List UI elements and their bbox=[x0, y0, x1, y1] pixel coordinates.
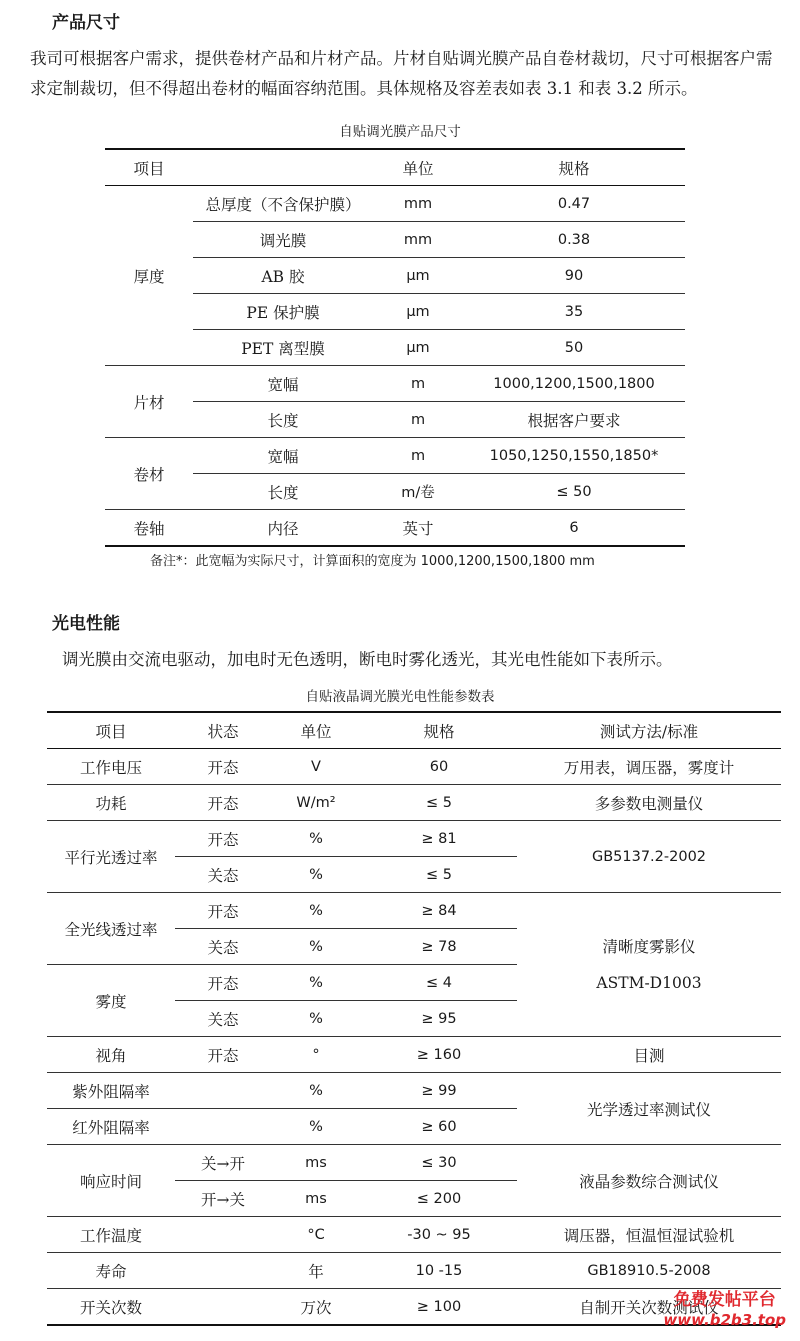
dimensions-table bbox=[105, 148, 685, 547]
header-spec: 规格 bbox=[463, 149, 685, 186]
spec: 10 -15 bbox=[361, 1253, 517, 1289]
watermark-line1: 免费发帖平台 bbox=[673, 1290, 776, 1310]
row-name: PET 离型膜 bbox=[193, 330, 373, 366]
spec: ≥ 160 bbox=[361, 1037, 517, 1073]
table-row bbox=[47, 1217, 781, 1253]
unit: % bbox=[271, 1109, 361, 1145]
unit: °C bbox=[271, 1217, 361, 1253]
row-spec: 0.38 bbox=[463, 222, 685, 258]
row-spec: 90 bbox=[463, 258, 685, 294]
spec: ≥ 100 bbox=[416, 1298, 462, 1315]
row-unit: μm bbox=[373, 294, 463, 330]
state-empty bbox=[175, 1253, 271, 1289]
row-name: 调光膜 bbox=[193, 222, 373, 258]
unit: % bbox=[271, 1001, 361, 1037]
method-haze-meter bbox=[517, 893, 781, 1037]
spec: ≤ 30 bbox=[361, 1145, 517, 1181]
method: 目测 bbox=[517, 1037, 781, 1073]
row-name: 长度 bbox=[193, 474, 373, 510]
state: 关态 bbox=[175, 929, 271, 965]
unit: % bbox=[271, 929, 361, 965]
table-row bbox=[47, 749, 781, 785]
state: 关态 bbox=[175, 1001, 271, 1037]
method: GB18910.5-2008 bbox=[517, 1253, 781, 1289]
unit: % bbox=[271, 965, 361, 1001]
group-reel: 卷轴 bbox=[133, 519, 165, 538]
item-power: 功耗 bbox=[47, 785, 175, 821]
state-empty bbox=[175, 1109, 271, 1145]
item-ir-blocking: 红外阻隔率 bbox=[47, 1109, 175, 1145]
table-row bbox=[47, 1073, 781, 1109]
state: 开态 bbox=[175, 1037, 271, 1073]
item-lifetime: 寿命 bbox=[47, 1253, 175, 1289]
table-row bbox=[105, 438, 685, 474]
row-unit: μm bbox=[373, 258, 463, 294]
state: 开态 bbox=[175, 965, 271, 1001]
state: 开态 bbox=[175, 893, 271, 929]
method: 自制开关次数测试仪 bbox=[579, 1298, 719, 1317]
row-unit: m bbox=[373, 366, 463, 402]
spec: -30 ~ 95 bbox=[361, 1217, 517, 1253]
header-unit: 单位 bbox=[373, 149, 463, 186]
table-header-row bbox=[105, 149, 685, 186]
row-spec: 根据客户要求 bbox=[463, 402, 685, 438]
section-title-optoelectronic: 光电性能 bbox=[52, 614, 120, 634]
row-name: 总厚度（不含保护膜） bbox=[193, 186, 373, 222]
row-unit: 英寸 bbox=[402, 519, 434, 538]
state-empty bbox=[175, 1289, 271, 1326]
table-row bbox=[47, 1145, 781, 1181]
row-spec: 0.47 bbox=[463, 186, 685, 222]
unit: W/m² bbox=[271, 785, 361, 821]
row-name: PE 保护膜 bbox=[193, 294, 373, 330]
spec: ≥ 81 bbox=[361, 821, 517, 857]
state-empty bbox=[175, 1217, 271, 1253]
method: 光学透过率测试仪 bbox=[517, 1073, 781, 1145]
item-haze: 雾度 bbox=[47, 965, 175, 1037]
unit: ms bbox=[271, 1181, 361, 1217]
unit: % bbox=[271, 821, 361, 857]
group-thickness: 厚度 bbox=[105, 186, 193, 366]
unit: ms bbox=[271, 1145, 361, 1181]
table-row bbox=[47, 893, 781, 929]
spec: ≥ 60 bbox=[361, 1109, 517, 1145]
optoelectronic-paragraph: 调光膜由交流电驱动，加电时无色透明，断电时雾化透光，其光电性能如下表所示。 bbox=[62, 650, 673, 669]
unit: ° bbox=[271, 1037, 361, 1073]
state: 开态 bbox=[175, 821, 271, 857]
header-item: 项目 bbox=[105, 149, 193, 186]
row-name: 宽幅 bbox=[193, 438, 373, 474]
spec: ≥ 95 bbox=[361, 1001, 517, 1037]
unit: 年 bbox=[271, 1253, 361, 1289]
header-unit: 单位 bbox=[271, 712, 361, 749]
row-unit: mm bbox=[373, 186, 463, 222]
spec: ≥ 84 bbox=[361, 893, 517, 929]
method: 液晶参数综合测试仪 bbox=[517, 1145, 781, 1217]
state: 开→关 bbox=[175, 1181, 271, 1217]
optoelectronic-table bbox=[47, 711, 781, 1326]
spec: ≤ 200 bbox=[361, 1181, 517, 1217]
state-empty bbox=[175, 1073, 271, 1109]
header-state: 状态 bbox=[175, 712, 271, 749]
method: 调压器，恒温恒湿试验机 bbox=[517, 1217, 781, 1253]
watermark-line2: www.b2b3.top bbox=[663, 1311, 786, 1329]
spec: ≥ 99 bbox=[361, 1073, 517, 1109]
header-spec: 规格 bbox=[361, 712, 517, 749]
row-unit: m bbox=[373, 438, 463, 474]
spec: ≤ 4 bbox=[361, 965, 517, 1001]
row-spec: 1050,1250,1550,1850* bbox=[463, 438, 685, 474]
item-uv-blocking: 紫外阻隔率 bbox=[47, 1073, 175, 1109]
method-line1: 清晰度雾影仪 bbox=[602, 937, 696, 956]
header-method: 测试方法/标准 bbox=[517, 712, 781, 749]
table-header-row bbox=[47, 712, 781, 749]
header-blank bbox=[193, 149, 373, 186]
table1-caption: 自贴调光膜产品尺寸 bbox=[339, 124, 461, 140]
dimensions-paragraph: 我司可根据客户需求，提供卷材产品和片材产品。片材自贴调光膜产品自卷材裁切，尺寸可根据客户需求定制裁切，但不得超出卷材的幅面容纳范围。具体规格及容差表如表 3.1 和表 3.2 所示。 bbox=[30, 49, 773, 98]
row-spec: 50 bbox=[463, 330, 685, 366]
state: 开态 bbox=[175, 749, 271, 785]
state: 开态 bbox=[175, 785, 271, 821]
method: 多参数电测量仪 bbox=[517, 785, 781, 821]
spec: ≤ 5 bbox=[361, 785, 517, 821]
row-spec: ≤ 50 bbox=[463, 474, 685, 510]
state: 关态 bbox=[175, 857, 271, 893]
method: 万用表，调压器，雾度计 bbox=[517, 749, 781, 785]
item-viewing-angle: 视角 bbox=[47, 1037, 175, 1073]
item-response-time: 响应时间 bbox=[47, 1145, 175, 1217]
item-switch-cycles: 开关次数 bbox=[79, 1298, 142, 1317]
spec: ≥ 78 bbox=[361, 929, 517, 965]
row-spec: 1000,1200,1500,1800 bbox=[463, 366, 685, 402]
row-name: 内径 bbox=[267, 519, 299, 538]
method-line2: ASTM-D1003 bbox=[596, 973, 702, 992]
unit: % bbox=[271, 893, 361, 929]
item-parallel-transmittance: 平行光透过率 bbox=[47, 821, 175, 893]
state: 关→开 bbox=[175, 1145, 271, 1181]
header-item: 项目 bbox=[47, 712, 175, 749]
table-row bbox=[47, 1037, 781, 1073]
watermark bbox=[663, 1290, 786, 1330]
spec: 60 bbox=[361, 749, 517, 785]
row-name: AB 胶 bbox=[193, 258, 373, 294]
unit: % bbox=[271, 857, 361, 893]
table-row bbox=[105, 510, 685, 547]
row-name: 宽幅 bbox=[193, 366, 373, 402]
spec: ≤ 5 bbox=[361, 857, 517, 893]
method: GB5137.2-2002 bbox=[517, 821, 781, 893]
item-total-transmittance: 全光线透过率 bbox=[47, 893, 175, 965]
table-row bbox=[105, 186, 685, 222]
row-unit: mm bbox=[373, 222, 463, 258]
unit: % bbox=[271, 1073, 361, 1109]
unit: 万次 bbox=[300, 1298, 332, 1317]
table1-note: 备注*：此宽幅为实际尺寸，计算面积的宽度为 1000,1200,1500,1800 mm bbox=[150, 554, 595, 569]
row-name: 长度 bbox=[193, 402, 373, 438]
row-unit: μm bbox=[373, 330, 463, 366]
row-unit: m/卷 bbox=[373, 474, 463, 510]
item-operating-temp: 工作温度 bbox=[47, 1217, 175, 1253]
item-voltage: 工作电压 bbox=[47, 749, 175, 785]
table-row bbox=[47, 1253, 781, 1289]
section-title-dimensions: 产品尺寸 bbox=[52, 13, 120, 33]
table-row bbox=[47, 821, 781, 857]
table-row bbox=[47, 785, 781, 821]
row-unit: m bbox=[373, 402, 463, 438]
table-row bbox=[105, 366, 685, 402]
unit: V bbox=[271, 749, 361, 785]
group-sheet: 片材 bbox=[105, 366, 193, 438]
row-spec: 6 bbox=[569, 519, 579, 536]
group-roll: 卷材 bbox=[105, 438, 193, 510]
table2-caption: 自贴液晶调光膜光电性能参数表 bbox=[305, 689, 495, 705]
row-spec: 35 bbox=[463, 294, 685, 330]
